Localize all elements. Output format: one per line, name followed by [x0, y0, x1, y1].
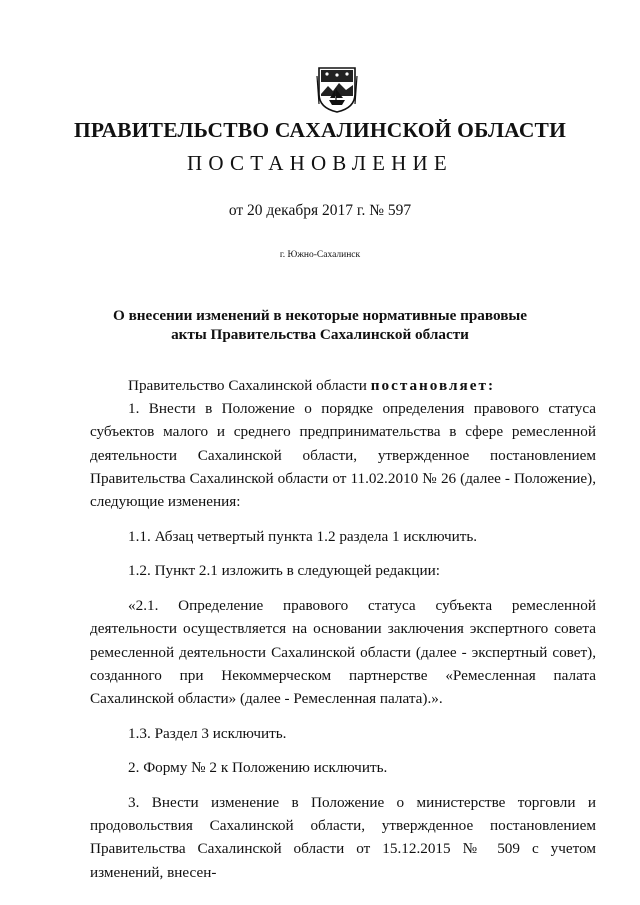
paragraph-1: 1. Внести в Положение о порядке определения правового статуса субъектов малого и среднего предпринимательства в сфере ремесленной деятельности Сахалинской области, утвержденное постановлением Правительства Сахалинской области от 11.02.2010 № 26 (далее - Положение), следующие изменения: — [90, 400, 596, 511]
document-type: ПОСТАНОВЛЕНИЕ — [187, 151, 453, 175]
paragraph-1-1: 1.1. Абзац четвертый пункта 1.2 раздела 1 исключить. — [128, 527, 478, 545]
government-title: ПРАВИТЕЛЬСТВО САХАЛИНСКОЙ ОБЛАСТИ — [73, 118, 567, 142]
intro-paragraph — [90, 374, 596, 397]
paragraph-1-2-quote: «2.1. Определение правового статуса субъекта ремесленной деятельности осуществляется на основании заключения экспертного совета ремесленной деятельности Сахалинской области (далее - экспертный совет), созданного при Некоммерческом партнерстве «Ремесленная палата Сахалинской области» (далее - Ремесленная палата).». — [90, 597, 596, 707]
subject-line-2: акты Правительства Сахалинской области — [171, 326, 469, 343]
paragraph-2: 2. Форму № 2 к Положению исключить. — [128, 759, 388, 777]
document-subject — [0, 306, 640, 344]
document-date-number: от 20 декабря 2017 г. № 597 — [228, 202, 412, 219]
document-body — [90, 374, 596, 884]
coat-of-arms-icon — [316, 64, 358, 114]
intro-verb: постановляет: — [370, 377, 496, 394]
paragraph-1-2: 1.2. Пункт 2.1 изложить в следующей редакции: — [128, 562, 441, 580]
subject-line-1: О внесении изменений в некоторые нормативные правовые — [112, 307, 528, 324]
intro-lead: Правительство Сахалинской области — [128, 377, 371, 394]
paragraph-1-3: 1.3. Раздел 3 исключить. — [128, 724, 287, 742]
paragraph-3: 3. Внести изменение в Положение о министерстве торговли и продовольствия Сахалинской области, утвержденное постановлением Правительства Сахалинской области от 15.12.2015 № 509 с учетом изменений, внесен- — [90, 794, 596, 881]
document-city: г. Южно-Сахалинск — [279, 250, 361, 260]
